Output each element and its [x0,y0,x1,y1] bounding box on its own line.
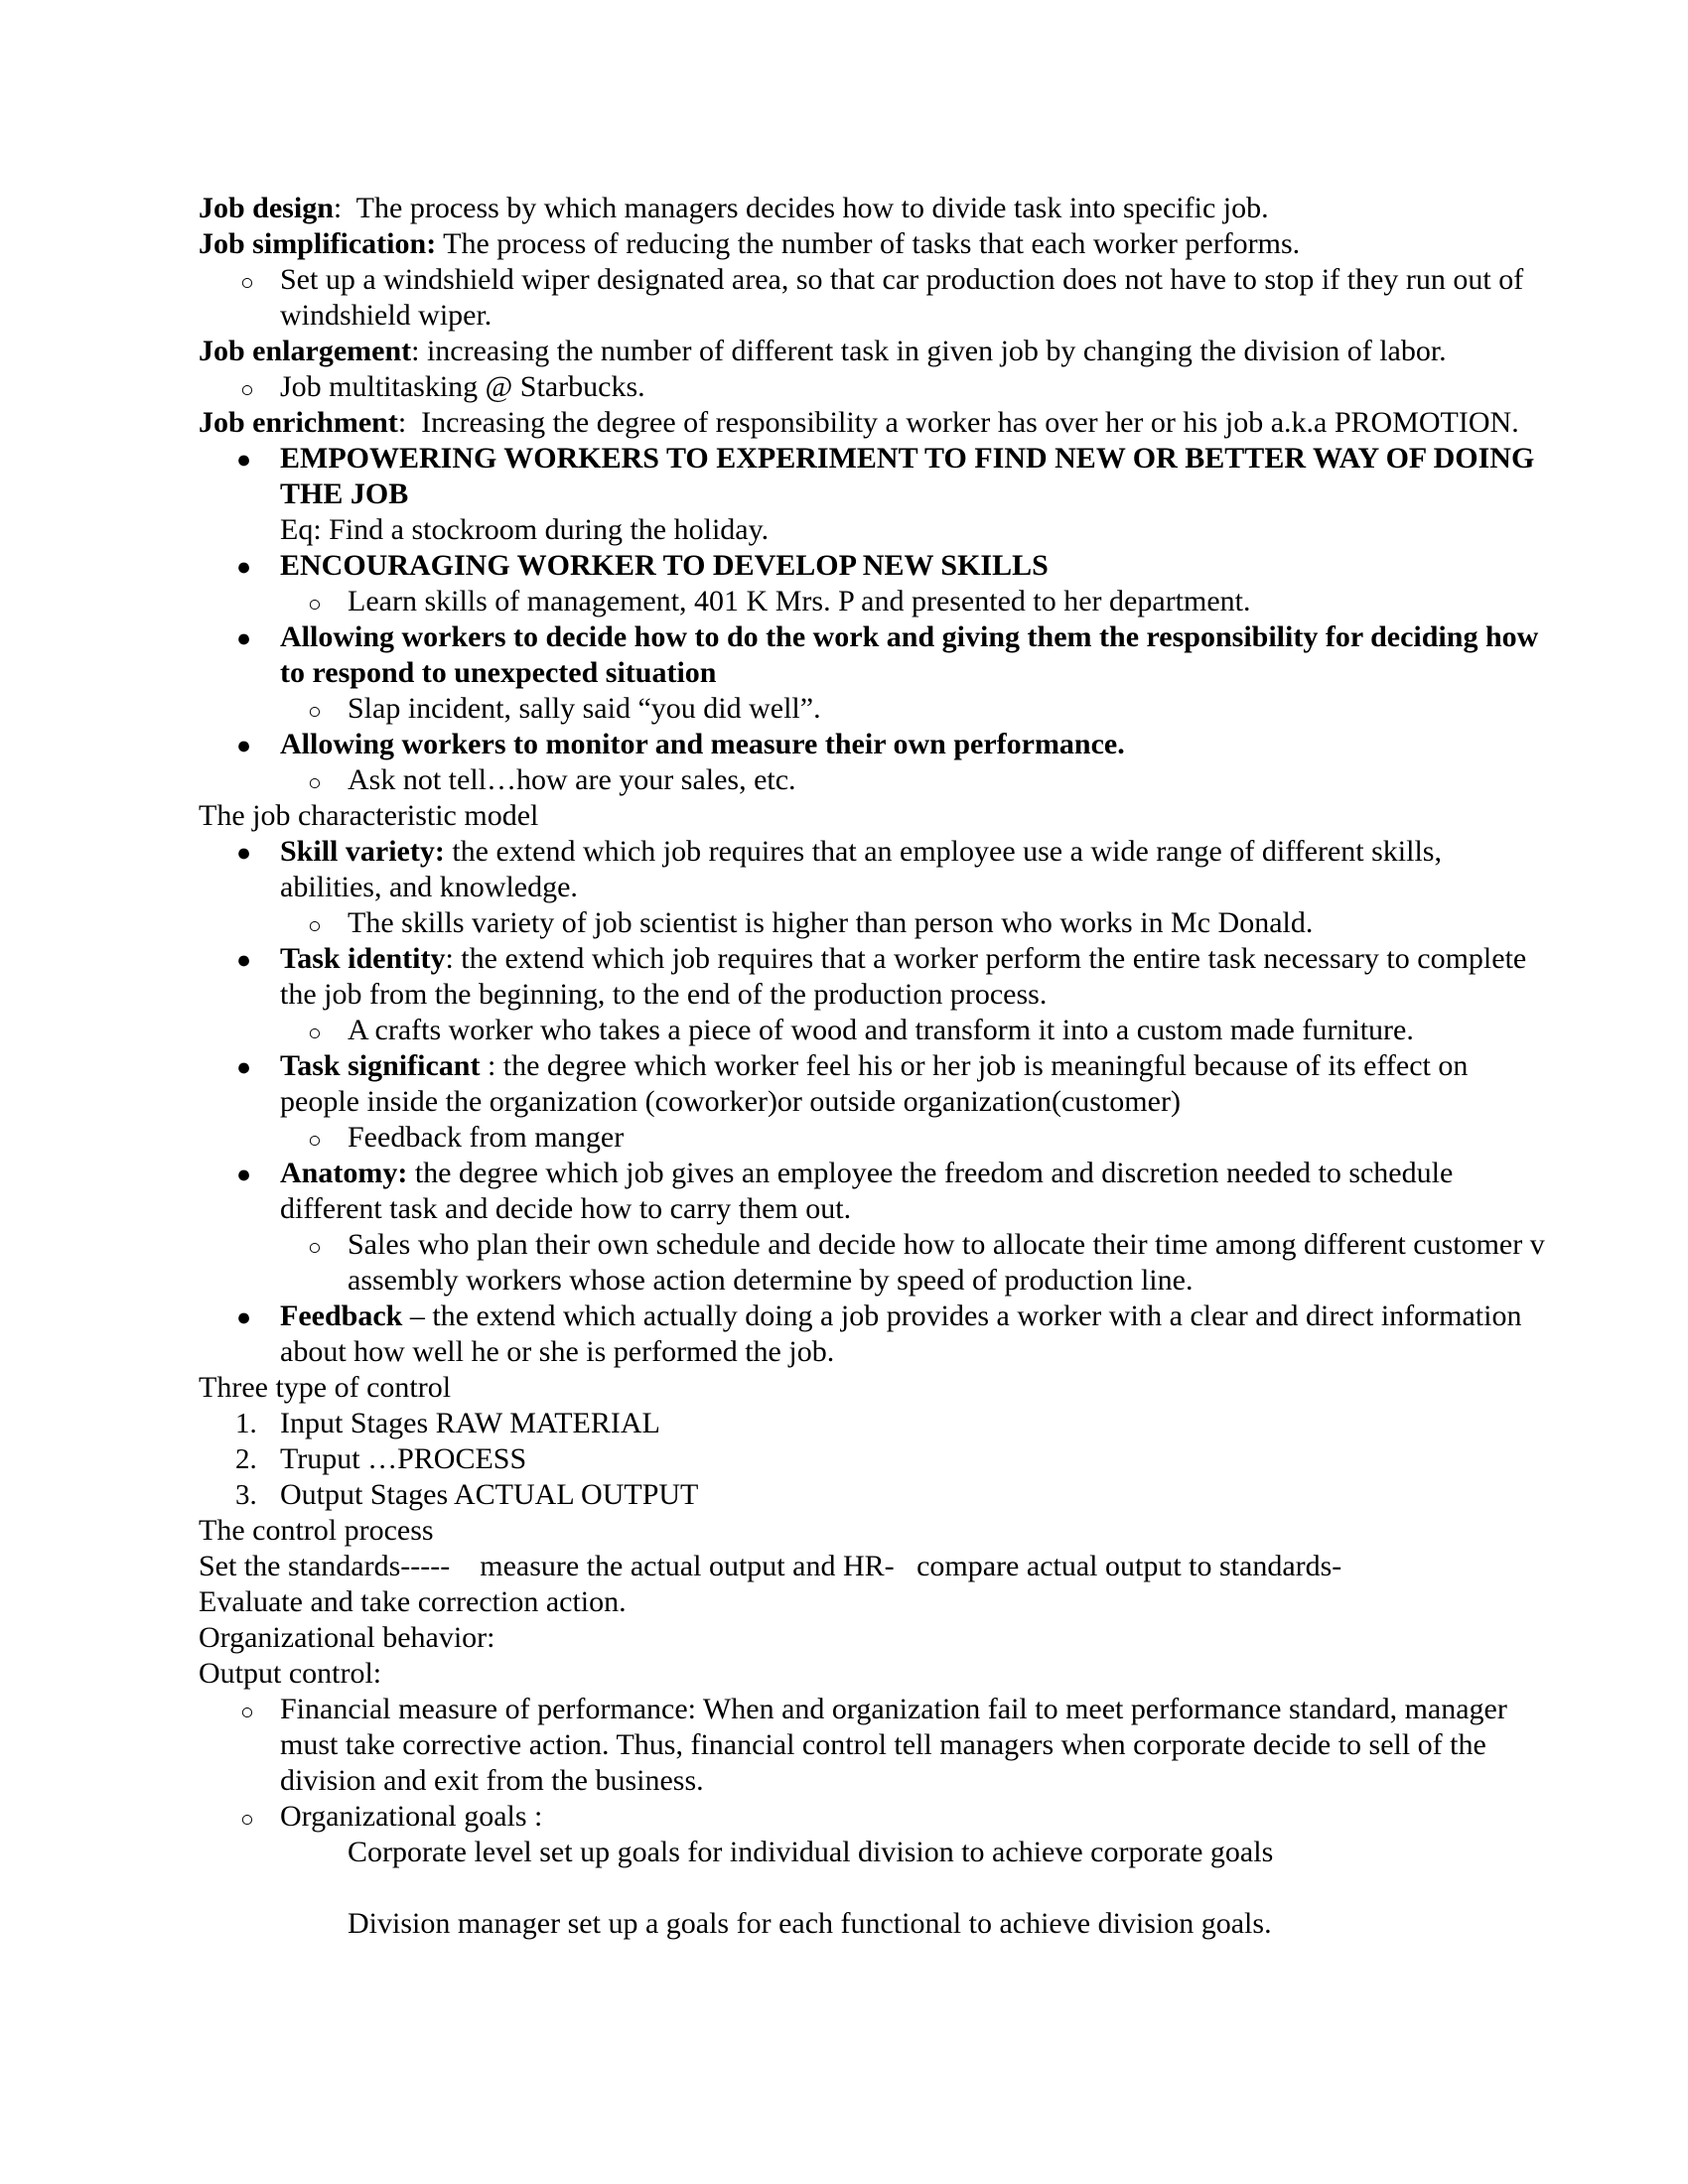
line-text [280,549,1049,582]
bullet-disc-marker: ● [236,1161,252,1188]
line-text [280,620,1546,689]
bullet-disc-marker: ● [236,625,252,652]
text-run: : The process by which managers decides how to divide task into specific job. [333,192,1269,224]
text-run: The skills variety of job scientist is higher than person who works in Mc Donald. [348,906,1314,939]
bold-text-run: Feedback [280,1299,403,1332]
text-run: Three type of control [199,1371,452,1404]
line-text [348,585,1250,617]
text-run: Organizational goals : [280,1800,543,1833]
bold-text-run: Anatomy: [280,1157,408,1189]
doc-line [199,1227,1553,1298]
bullet-circle-marker: ○ [308,913,322,938]
doc-line [199,584,1545,619]
doc-line [199,1048,1545,1120]
bold-text-run: Skill variety: [280,835,445,868]
text-run: Corporate level set up goals for individual division to achieve corporate goals [348,1836,1274,1868]
bullet-circle-marker: ○ [240,1700,254,1724]
doc-line [199,191,1545,226]
doc-line [199,262,1545,334]
text-run: Sales who plan their own schedule and decide how to allocate their time among different customer v assembly workers whose action determine by speed of production line. [348,1228,1553,1297]
line-text [280,728,1125,760]
doc-line [199,1156,1545,1227]
bullet-circle-marker: ○ [308,1128,322,1153]
line-text [348,763,796,796]
text-run: Truput …PROCESS [280,1442,527,1475]
doc-line [199,369,1545,405]
line-text [280,263,1531,332]
blank-line [199,1870,1545,1906]
line-text [348,692,821,725]
text-run: The process of reducing the number of tasks that each worker performs. [436,227,1301,260]
line-text [280,1800,542,1833]
doc-line [199,1799,1545,1835]
text-run: Feedback from manger [348,1121,625,1154]
line-text [199,1550,1341,1582]
line-text [199,227,1300,260]
doc-line [199,405,1545,441]
text-run: the extend which job requires that an employee use a wide range of different skills, abilities, and knowledge. [280,835,1450,903]
bullet-disc-marker: ● [236,733,252,759]
line-text [348,1121,624,1154]
bullet-disc-marker: ● [236,447,252,474]
line-text [199,1371,451,1404]
doc-line [199,1513,1545,1549]
line-text [280,1478,698,1511]
doc-line [199,905,1545,941]
bullet-disc-marker: ● [236,554,252,581]
bullet-disc-marker: ● [236,1054,252,1081]
text-run: Division manager set up a goals for each functional to achieve division goals. [348,1907,1272,1940]
text-run: Ask not tell…how are your sales, etc. [348,763,796,796]
bullet-disc-marker: ● [236,1304,252,1331]
doc-line [199,691,1545,727]
bullet-circle-marker: ○ [308,699,322,724]
text-run: : Increasing the degree of responsibility a worker has over her or his job a.k.a PROMOTION. [397,406,1519,439]
line-text [280,1299,1529,1368]
bullet-circle-marker: ○ [308,1235,322,1260]
text-run: The job characteristic model [199,799,539,832]
line-text [280,1049,1476,1118]
doc-line [199,1406,1545,1441]
text-run: Set the standards----- measure the actual output and HR- compare actual output to standards- [199,1550,1342,1582]
text-run: Evaluate and take correction action. [199,1585,627,1618]
line-text [199,1657,381,1690]
bold-text-run: Job design [199,192,334,224]
bold-text-run: Job enlargement [199,335,412,367]
line-text [280,1407,660,1439]
text-run: Job multitasking @ Starbucks. [280,370,645,403]
doc-line [199,1692,1545,1799]
line-text [199,1514,434,1547]
doc-line [199,941,1545,1013]
line-text [280,942,1534,1011]
text-run: Output Stages ACTUAL OUTPUT [280,1478,699,1511]
line-text [199,799,538,832]
text-run: Input Stages RAW MATERIAL [280,1407,660,1439]
doc-line [199,1370,1545,1406]
bullet-circle-marker: ○ [240,1807,254,1832]
doc-line [199,334,1545,369]
text-run: – the extend which actually doing a job provides a worker with a clear and direct information about how well he or she is performed the job. [280,1299,1529,1368]
line-text [199,335,1447,367]
bullet-disc-marker: ● [236,947,252,974]
text-run: Organizational behavior: [199,1621,495,1654]
doc-line [199,1906,1545,1942]
text-run: the degree which job gives an employee the freedom and discretion needed to schedule different task and decide how to carry them out. [280,1157,1461,1225]
doc-line [199,1298,1545,1370]
doc-line [199,1477,1545,1513]
doc-line [199,1620,1545,1656]
line-text [348,1228,1552,1297]
bold-text-run: Task identity [280,942,446,975]
line-text [348,906,1313,939]
bold-text-run: EMPOWERING WORKERS TO EXPERIMENT TO FIND NEW OR BETTER WAY OF DOING THE JOB [280,442,1542,510]
text-run: Set up a windshield wiper designated area, so that car production does not have to stop if they run out of windshield wiper. [280,263,1531,332]
line-text [280,835,1449,903]
bullet-circle-marker: ○ [308,770,322,795]
line-text [199,1621,495,1654]
doc-line [199,1120,1545,1156]
bold-text-run: Allowing workers to monitor and measure their own performance. [280,728,1125,760]
doc-line [199,1656,1545,1692]
bullet-disc-marker: ● [236,840,252,867]
text-run: Financial measure of performance: When and organization fail to meet performance standard, manager must take corrective action. Thus, financial control tell managers when corporate decide to sell of the division and exit from the business. [280,1693,1515,1797]
line-text [199,192,1269,224]
line-text [280,1693,1514,1797]
list-number-marker: 2. [235,1443,257,1475]
bold-text-run: ENCOURAGING WORKER TO DEVELOP NEW SKILLS [280,549,1049,582]
text-run: Eq: Find a stockroom during the holiday. [280,513,770,546]
line-text [280,1442,526,1475]
doc-line [199,226,1545,262]
bold-text-run: Job simplification: [199,227,437,260]
doc-line [199,1549,1545,1584]
text-run: Learn skills of management, 401 K Mrs. P and presented to her department. [348,585,1251,617]
bullet-circle-marker: ○ [308,592,322,616]
doc-line [199,798,1545,834]
text-run: : increasing the number of different task in given job by changing the division of labor. [411,335,1447,367]
line-text [348,1014,1414,1046]
doc-line [199,727,1545,762]
line-text [199,406,1519,439]
doc-line [199,441,1545,512]
bullet-circle-marker: ○ [308,1021,322,1045]
doc-line [199,1441,1545,1477]
text-run: : the degree which worker feel his or her job is meaningful because of its effect on people inside the organization (coworker)or outside organization(customer) [280,1049,1476,1118]
list-number-marker: 1. [235,1408,257,1439]
doc-line [199,1835,1545,1870]
doc-line [199,1013,1545,1048]
bold-text-run: Allowing workers to decide how to do the work and giving them the responsibility for deciding how to respond to unexpected situation [280,620,1546,689]
bold-text-run: Task significant [280,1049,481,1082]
list-number-marker: 3. [235,1479,257,1511]
text-run: Slap incident, sally said “you did well”. [348,692,821,725]
doc-line [199,1584,1545,1620]
line-text [199,1585,627,1618]
line-text [280,442,1541,510]
doc-line [199,548,1545,584]
doc-line [199,619,1545,691]
text-run: Output control: [199,1657,382,1690]
doc-line [199,512,1545,548]
text-run: The control process [199,1514,434,1547]
line-text [280,370,645,403]
bold-text-run: Job enrichment [199,406,398,439]
line-text [348,1836,1273,1868]
bullet-circle-marker: ○ [240,270,254,295]
text-run: A crafts worker who takes a piece of wood and transform it into a custom made furniture. [348,1014,1414,1046]
line-text [280,1157,1461,1225]
doc-line [199,834,1545,905]
line-text [348,1907,1272,1940]
text-run: : the extend which job requires that a worker perform the entire task necessary to complete the job from the beginning, to the end of the production process. [280,942,1534,1011]
line-text [280,513,769,546]
doc-line [199,762,1545,798]
bullet-circle-marker: ○ [240,377,254,402]
